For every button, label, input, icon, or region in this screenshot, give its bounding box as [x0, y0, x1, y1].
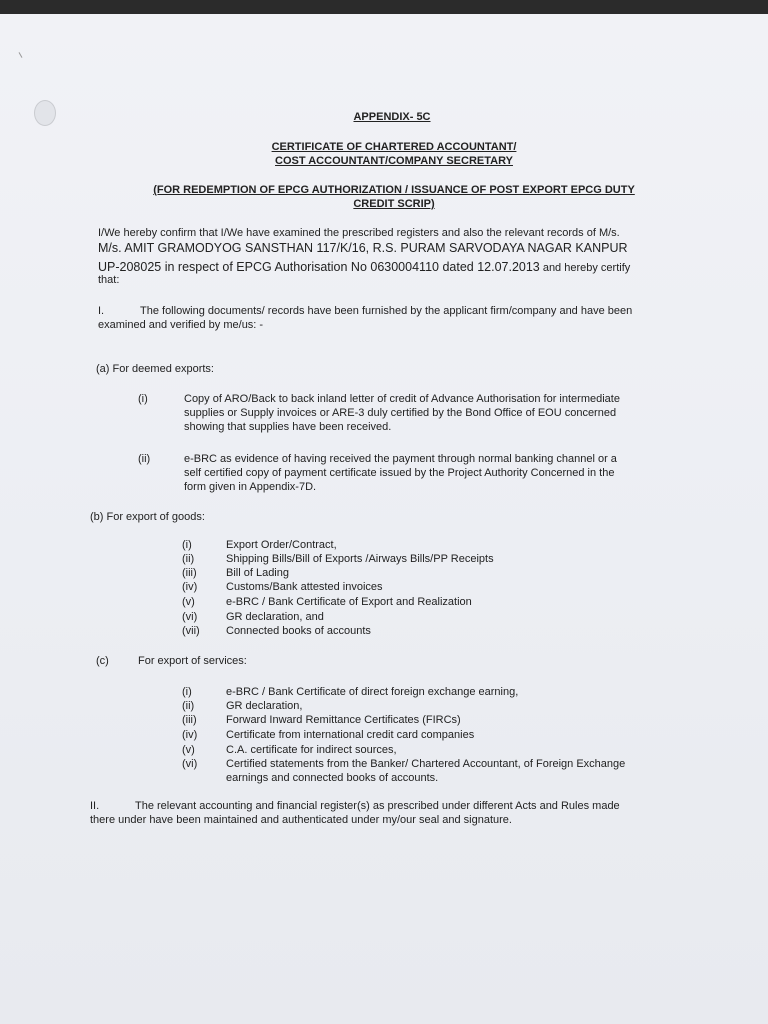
goods-item-text: Export Order/Contract,: [226, 539, 337, 551]
section-2-number: II.: [90, 800, 100, 812]
goods-item-number: (iii): [182, 567, 197, 579]
export-goods-heading: (b) For export of goods:: [90, 511, 205, 523]
goods-item-text: e-BRC / Bank Certificate of Export and Realization: [226, 596, 472, 608]
services-item-text: GR declaration,: [226, 700, 303, 712]
deemed-item-ii-line3: form given in Appendix-7D.: [184, 481, 317, 493]
services-item-text: Forward Inward Remittance Certificates (FIRCs): [226, 714, 461, 726]
goods-item-number: (i): [182, 539, 192, 551]
deemed-item-i-line3: showing that supplies have been received.: [184, 421, 392, 433]
intro-line3-a: UP-208025 in respect of: [98, 260, 237, 274]
goods-item-number: (vi): [182, 611, 198, 623]
services-item-number: (iv): [182, 729, 198, 741]
goods-item-text: Shipping Bills/Bill of Exports /Airways Bills/PP Receipts: [226, 553, 494, 565]
appendix-title: APPENDIX- 5C: [353, 111, 431, 123]
deemed-item-ii-line2: self certified copy of payment certificate issued by the Project Authority Concerned in the: [184, 467, 615, 479]
section-1-line2: examined and verified by me/us: -: [98, 319, 264, 331]
services-item-number: (v): [182, 744, 195, 756]
section-2-line2: there under have been maintained and authenticated under my/our seal and signature.: [90, 814, 512, 826]
deemed-item-i-line2: supplies or Supply invoices or ARE-3 duly certified by the Bond Office of EOU concerned: [184, 407, 617, 419]
services-item-number: (iii): [182, 714, 197, 726]
purpose-line1: (FOR REDEMPTION OF EPCG AUTHORIZATION / ISSUANCE OF POST EXPORT EPCG DUTY: [153, 184, 635, 196]
certificate-title-line2: COST ACCOUNTANT/COMPANY SECRETARY: [275, 155, 513, 167]
intro-line3-c: and hereby certify: [539, 262, 631, 274]
deemed-item-ii-number: (ii): [138, 453, 151, 465]
deemed-item-i-line1: Copy of ARO/Back to back inland letter of credit of Advance Authorisation for intermediate: [184, 393, 620, 405]
export-services-number: (c): [96, 655, 109, 667]
services-item-text: Certified statements from the Banker/ Chartered Accountant, of Foreign Exchange: [226, 758, 626, 770]
deemed-item-i-number: (i): [138, 393, 148, 405]
goods-item-text: Customs/Bank attested invoices: [226, 581, 383, 593]
deemed-exports-heading: (a) For deemed exports:: [96, 363, 214, 375]
goods-item-number: (iv): [182, 581, 198, 593]
services-item-text: e-BRC / Bank Certificate of direct foreign exchange earning,: [226, 686, 519, 698]
intro-line2: M/s. AMIT GRAMODYOG SANSTHAN 117/K/16, R.S. PURAM SARVODAYA NAGAR KANPUR: [98, 241, 628, 255]
goods-item-text: Connected books of accounts: [226, 625, 371, 637]
services-item-text: earnings and connected books of accounts.: [226, 772, 439, 784]
services-item-number: (i): [182, 686, 192, 698]
intro-line3: [98, 260, 630, 275]
goods-item-number: (vii): [182, 625, 200, 637]
section-1-line1: The following documents/ records have been furnished by the applicant firm/company and have been: [140, 305, 633, 317]
deemed-item-ii-line1: e-BRC as evidence of having received the payment through normal banking channel or a: [184, 453, 617, 465]
goods-item-number: (v): [182, 596, 195, 608]
services-item-number: (ii): [182, 700, 195, 712]
goods-item-number: (ii): [182, 553, 195, 565]
services-item-number: (vi): [182, 758, 198, 770]
document-page: [0, 14, 768, 1024]
paper-mark: [19, 52, 23, 58]
section-2-line1: The relevant accounting and financial register(s) as prescribed under different Acts and Rules made: [135, 800, 620, 812]
intro-line4: that:: [98, 274, 120, 286]
certificate-title-line1: CERTIFICATE OF CHARTERED ACCOUNTANT/: [271, 141, 517, 153]
section-1-number: I.: [98, 305, 105, 317]
services-item-text: C.A. certificate for indirect sources,: [226, 744, 397, 756]
goods-item-text: Bill of Lading: [226, 567, 289, 579]
intro-line1: I/We hereby confirm that I/We have examined the prescribed registers and also the relevant records of M/s.: [98, 227, 620, 239]
goods-item-text: GR declaration, and: [226, 611, 324, 623]
export-services-heading: For export of services:: [138, 655, 247, 667]
authorisation-number: EPCG Authorisation No 0630004110 dated 12.07.2013: [236, 260, 540, 274]
purpose-line2: CREDIT SCRIP): [353, 198, 435, 210]
services-item-text: Certificate from international credit card companies: [226, 729, 475, 741]
